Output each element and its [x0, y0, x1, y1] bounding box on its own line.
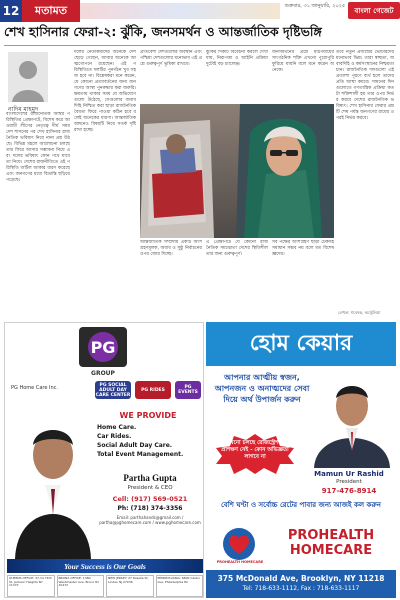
person-photo [9, 415, 93, 559]
mamun-photo [310, 374, 394, 468]
brand-name: PROHEALTH HOMECARE [287, 528, 375, 558]
page-number: 12 [0, 0, 22, 22]
call-to-action: বেশি ঘণ্টা ও সর্বোচ্চ রেটের পাবার জন্য আজই কল করুন [221, 501, 381, 509]
contact-phone[interactable]: 917-476-8914 [321, 487, 377, 495]
pg-homecare-ad[interactable] [4, 322, 204, 598]
office-list [7, 575, 203, 597]
partha-photo [9, 415, 93, 559]
pg-logo-icon [77, 327, 129, 377]
article-text: প্রতিবেশী দেশগুলোর অবস্থান এবং পশ্চিমা দেশগুলোর মনোভাব এই প্রশ্নে গুরুত্বপূর্ণ ভূমিকা রাখবে। [140, 50, 202, 67]
office-address: BRONX OFFICE: 1380 Westchester Ave, Bronx NY 10472 [57, 575, 105, 597]
article-column [206, 240, 268, 320]
feature-photo [140, 104, 334, 238]
tel-fax-line[interactable]: Tel: 718-633-1112, Fax : 718-633-1117 [242, 585, 360, 592]
feature-image [140, 104, 334, 238]
contact-emails[interactable]: Email: parthahands@gmail.com / partha@pghomecare.com / www.pghomecare.com [99, 515, 201, 525]
company-name: PG Home Care Inc. [11, 385, 58, 391]
article-headline: শেখ হাসিনার ফেরা-২: ঝুঁকি, জনসমর্থন ও আন্তর্জাতিক দৃষ্টিভঙ্গি [4, 24, 322, 39]
article-text: এ প্রেক্ষাপটে যে কোনো রাজনৈতিক সমঝোতা দেশের স্থিতিশীলতার জন্য গুরুত্বপূর্ণ। [206, 240, 268, 257]
article-text: তবে নতুন প্রজন্মের ভোটারদের মনোভাব ভিন্ন। তারা স্বচ্ছতা, জবাবদিহি ও কর্মসংস্থানের নিশ্চয়তা চান। রাজনৈতিক দলগুলো এই প্রত্যাশা পূরণে ব্যর্থ হলে তাদের প্রতি আস্থা কমবে। সামনের দিনগুলোতে গণতান্ত্রিক প্রক্রিয়া কতটা শক্তিশালী হয় তার ওপর নির্ভর করবে দেশের রাজনৈতিক ভবিষ্যৎ। শেখ হাসিনার ফেরার প্রশ্নটি শেষ পর্যন্ত জনগণের রায়ের ওপরই নির্ভর করবে। [336, 50, 394, 121]
chip-rides: PG RIDES [135, 381, 171, 399]
chip-events: PG EVENTS [175, 381, 201, 399]
article-text: বাংলাদেশের রাজনৈতিক অস্থির পরিস্থিতির প্রেক্ষাপটে, বিশেষ করে আওয়ামী লীগের নেতৃত্বে দীর্ঘ সময় দেশ শাসনের পর শেখ হাসিনার রাজনৈতিক ভবিষ্যৎ নিয়ে নানা প্রশ্ন উঠছে। বিভিন্ন মহলে আলোচনা চলছে তার ফিরে আসার সম্ভাবনা নিয়ে এবং দলের ভবিষ্যৎ কোন পথে যাবে তা নিয়ে। দেশের রাজনীতিতে এই পরিস্থিতি জটিল আকার ধারণ করেছে এবং জনগণের মধ্যে বিভ্রান্তি ছড়িয়ে পড়েছে। [6, 112, 70, 183]
service-item: Car Rides. [97, 433, 132, 440]
person-photo [310, 374, 394, 468]
address-bar [206, 570, 396, 598]
article-column [272, 50, 334, 102]
article-column [6, 112, 70, 320]
service-item: Social Adult Day Care. [97, 442, 173, 449]
homecare-title: হোম কেয়ার [206, 322, 396, 366]
article-text: আন্তর্জাতিক সম্প্রদায় একটি অংশগ্রহণমূলক, অবাধ ও সুষ্ঠু নির্বাচনের ওপর জোর দিচ্ছে। [140, 240, 202, 257]
article-column [206, 50, 268, 102]
article-text: দলের নেতাকর্মীদের অনেকে দেশ ছেড়ে গেছেন, আবার অনেকে আত্মগোপনে রয়েছেন। এই পরিস্থিতিতে দলটির পুনর্গঠন খুব সহজ হবে না। বিশ্লেষকরা মনে করেন, যে কোনো প্রত্যাবর্তনের জন্য জনগণের আস্থা পুনরুদ্ধার করা জরুরি। ক্ষমতায় থাকার সময় যে অভিযোগগুলো উঠেছে, সেগুলোর জবাবদিহি নিশ্চিত করা ছাড়া রাজনৈতিক বৈধতা ফিরে পাওয়া কঠিন হবে বলেই অনেকের ধারণা। আন্তর্জাতিক অঙ্গনেও বিষয়টি নিয়ে সতর্ক দৃষ্টি রাখা হচ্ছে। [74, 50, 136, 133]
masthead-logo: বাংলা গেজেট [348, 2, 400, 19]
tagline-banner: Your Success is Our Goals [7, 559, 203, 573]
services-heading: WE PROVIDE [119, 411, 177, 420]
pg-logo-subtext: GROUP [91, 370, 115, 377]
logo-subtext: PROHEALTH HOMECARE [216, 560, 264, 564]
service-item: Total Event Management. [97, 451, 184, 458]
address-line: 375 McDonald Ave, Brooklyn, NY 11218 [217, 574, 385, 583]
registration-note: এখনো চলছে রেজিস্ট্রেশন! প্রশিক্ষণ নেই - কোন অভিজ্ঞতা লাগবে না [221, 440, 289, 460]
article-column [74, 50, 136, 320]
homecare-slogan: আপনার আত্মীয় স্বজন, আপনজন ও অনাত্মদের সেবা দিয়ে অর্থ উপার্জন করুন [214, 373, 310, 404]
pg-group-logo [77, 327, 129, 377]
section-label: মতামত [22, 0, 80, 22]
article-text: জনসমর্থনের প্রশ্নে মাঠপর্যায়ের সাংগঠনিক শক্তি এখনো পুরোপুরি ফুরিয়ে যায়নি বলে মনে করেন অনেকে। [272, 50, 334, 73]
article-column [140, 50, 202, 102]
author-credit: লেখক: গবেষক, অস্ট্রেলিয়া [338, 310, 381, 315]
prohealth-homecare-ad[interactable] [206, 322, 396, 598]
person-silhouette-icon [8, 52, 48, 102]
chip-adult-day-care: PG SOCIAL ADULT DAY CARE CENTER [95, 382, 131, 398]
office-address: QUEENS OFFICE: 37-14 74th St, Jackson Heights NY 11372 [7, 575, 55, 597]
divider [4, 45, 396, 46]
contact-name: Partha Gupta [123, 473, 177, 483]
service-item: Home Care. [97, 424, 137, 431]
office-address: PENNSYLVANIA: 6800 Castor Ave, Philadelphia PA [156, 575, 204, 597]
article-text: সব পক্ষের অংশগ্রহণ ছাড়া টেকসই সমাধান সম্ভব নয় বলে মত বিশেষজ্ঞদের। [272, 240, 334, 257]
article-column [272, 240, 334, 320]
article-column [336, 50, 394, 320]
issue-date: শুক্রবার, ৩১ জানুয়ারি, ২০২৫ [284, 3, 346, 9]
author-name: নাদিম মাহমুদ [8, 106, 39, 113]
contact-title: President & CEO [127, 485, 173, 491]
article-column [140, 240, 202, 320]
page-header [0, 0, 400, 22]
services-list [97, 423, 203, 459]
contact-title: President [336, 479, 362, 485]
office-address: NEW JERSEY: 27 Roselle St, Linden NJ 07036 [106, 575, 154, 597]
article-text: ঝুঁকির দিকটি বিবেচনা করলে দেখা যায়, নিরাপত্তা ও আইনি প্রক্রিয়া দুটোই বড় চ্যালেঞ্জ। [206, 50, 268, 67]
pg-logo-text: PG [90, 338, 116, 357]
author-avatar [8, 52, 48, 102]
header-decoration [80, 3, 280, 19]
contact-cell[interactable]: Cell: (917) 569-0521 [112, 495, 188, 503]
contact-phone[interactable]: Ph: (718) 374-3356 [117, 505, 183, 512]
contact-name: Mamun Ur Rashid [314, 470, 384, 478]
